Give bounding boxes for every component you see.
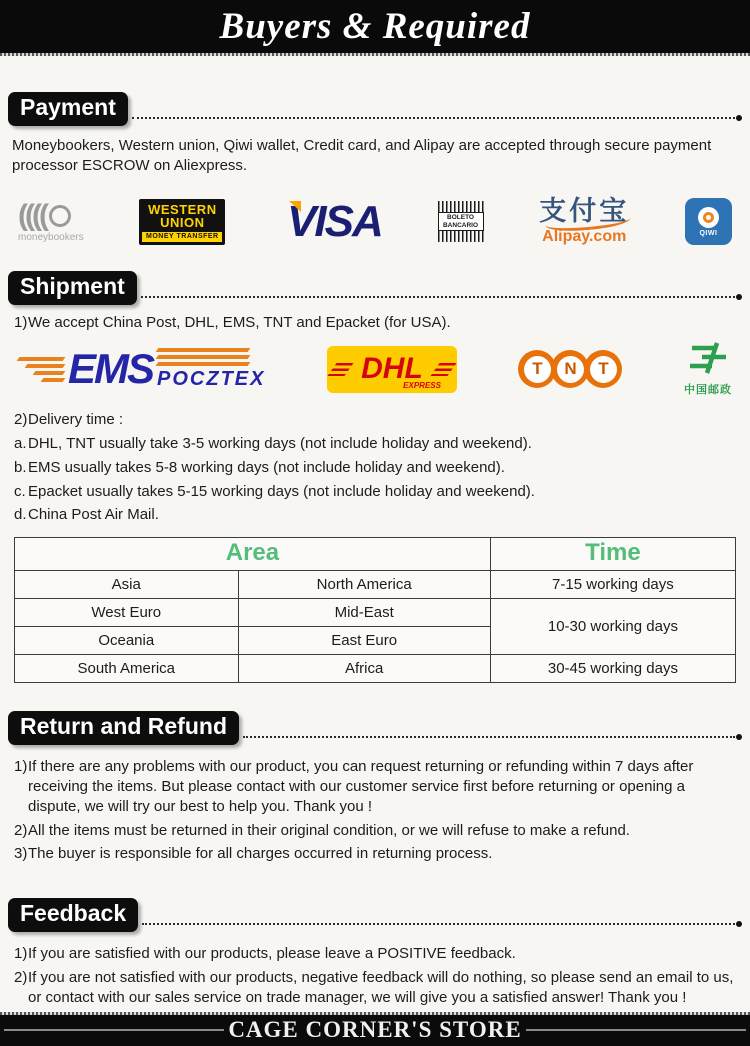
table-cell: Mid-East xyxy=(238,599,490,627)
table-cell-merged: 10-30 working days xyxy=(490,599,735,655)
page-title: Buyers & Required xyxy=(219,6,531,47)
boleto-logo xyxy=(438,201,484,242)
list-number: 2) xyxy=(14,821,28,839)
list-text: Epacket usually takes 5-15 working days (not include holiday and weekend). xyxy=(28,482,535,500)
table-header-area: Area xyxy=(15,538,491,571)
boleto-line1: BOLETO xyxy=(447,214,474,222)
table-row xyxy=(15,599,736,627)
western-union-line1: WESTERN xyxy=(148,201,217,217)
qiwi-circle-icon xyxy=(698,207,719,228)
list-letter: c. xyxy=(14,482,26,500)
moneybookers-logo xyxy=(18,198,84,243)
divider-end-dot xyxy=(736,734,742,740)
tnt-letter: N xyxy=(557,356,584,383)
feedback-section-head xyxy=(8,898,742,932)
dhl-express-label: EXPRESS xyxy=(403,380,441,390)
western-union-name xyxy=(142,203,222,229)
tnt-letter: T xyxy=(524,356,551,383)
table-cell: South America xyxy=(15,655,239,683)
dhl-logo xyxy=(327,346,457,393)
boleto-line2: BANCARIO xyxy=(442,221,479,229)
boleto-barcode-icon xyxy=(438,201,484,212)
list-number: 1) xyxy=(14,313,28,331)
footer-rule-left xyxy=(4,1029,224,1031)
table-header-row xyxy=(15,538,736,571)
store-name: CAGE CORNER'S STORE xyxy=(228,1017,522,1043)
divider-end-dot xyxy=(736,921,742,927)
footer-bar xyxy=(0,1015,750,1046)
list-item xyxy=(0,968,750,1008)
pocztex-wordmark: POCZTEX xyxy=(157,367,266,390)
payment-section-head xyxy=(8,92,742,126)
list-text: China Post Air Mail. xyxy=(28,506,159,524)
list-letter: b. xyxy=(14,458,27,476)
china-post-logo xyxy=(684,341,732,397)
shipment-section-head xyxy=(8,271,742,305)
western-union-strip: MONEY TRANSFER xyxy=(142,232,222,242)
payment-description: Moneybookers, Western union, Qiwi wallet, Credit card, and Alipay are accepted through secure payment processor ESCROW on Aliexpress. xyxy=(12,137,712,175)
western-union-line2: UNION xyxy=(160,214,205,230)
moneybookers-ring-icon xyxy=(49,205,71,227)
list-letter: d. xyxy=(14,506,27,524)
table-cell: 30-45 working days xyxy=(490,655,735,683)
return-refund-section-head xyxy=(8,711,742,745)
table-header-time: Time xyxy=(490,538,735,571)
list-text: All the items must be returned in their original condition, or we will refuse to make a refund. xyxy=(28,821,630,839)
qiwi-logo xyxy=(685,198,732,245)
list-text: If you are not satisfied with our products, negative feedback will do nothing, so please send an email to us, or contact with our sales service on trade manager, we will give you a satisfied answer! Thank you ! xyxy=(28,969,734,1006)
divider-end-dot xyxy=(736,294,742,300)
tnt-circle-icon xyxy=(584,350,622,388)
tnt-logo xyxy=(518,350,622,388)
list-item xyxy=(0,844,750,864)
list-text: The buyer is responsible for all charges occurred in returning process. xyxy=(28,845,493,863)
ems-right-block xyxy=(157,348,265,391)
table-cell: West Euro xyxy=(15,599,239,627)
shipment-logo-row xyxy=(0,338,750,400)
delivery-time-table xyxy=(14,537,736,683)
alipay-chinese-text: 支付宝 xyxy=(539,196,630,227)
ems-stripes-icon xyxy=(157,348,265,366)
list-number: 1) xyxy=(14,945,28,963)
ems-chevron-icon xyxy=(18,357,64,382)
shipment-carriers-note xyxy=(0,313,750,333)
list-letter: a. xyxy=(14,435,27,453)
payment-heading: Payment xyxy=(8,92,128,126)
list-item xyxy=(0,757,750,816)
feedback-heading: Feedback xyxy=(8,898,138,932)
table-row xyxy=(15,571,736,599)
list-item xyxy=(0,434,750,454)
table-cell: Africa xyxy=(238,655,490,683)
dotted-divider xyxy=(243,736,735,738)
moneybookers-label: moneybookers xyxy=(18,231,84,243)
western-union-logo xyxy=(139,199,225,245)
shipment-section xyxy=(0,271,750,684)
boleto-label xyxy=(438,212,484,231)
list-item xyxy=(0,458,750,478)
china-post-label: 中国邮政 xyxy=(683,384,732,397)
list-text: If you are satisfied with our products, please leave a POSITIVE feedback. xyxy=(28,945,516,963)
divider-end-dot xyxy=(736,115,742,121)
alipay-logo xyxy=(539,197,629,246)
list-number: 3) xyxy=(14,845,28,863)
list-text: EMS usually takes 5-8 working days (not include holiday and weekend). xyxy=(28,458,505,476)
header-bar xyxy=(0,0,750,53)
feedback-section xyxy=(0,898,750,1011)
list-item xyxy=(0,505,750,525)
dotted-divider xyxy=(142,923,735,925)
list-item xyxy=(0,482,750,502)
list-number: 2) xyxy=(14,969,28,987)
table-cell: North America xyxy=(238,571,490,599)
dotted-divider xyxy=(141,296,735,298)
list-text: We accept China Post, DHL, EMS, TNT and Epacket (for USA). xyxy=(28,313,451,331)
shipment-heading: Shipment xyxy=(8,271,137,305)
payment-logo-row xyxy=(0,191,750,253)
list-number: 2) xyxy=(14,411,28,429)
feedback-list xyxy=(0,944,750,1007)
tnt-letter: T xyxy=(590,356,617,383)
return-refund-heading: Return and Refund xyxy=(8,711,239,745)
return-refund-section xyxy=(0,711,750,868)
boleto-barcode-icon xyxy=(438,231,484,242)
visa-logo: VISA xyxy=(281,200,382,244)
list-text: If there are any problems with our product, you can request returning or refunding within 7 days after receiving the items. But please contact with our customer service first before returning or opening a dispute, we will try our best to help you. Thank you ! xyxy=(28,758,694,815)
payment-section xyxy=(0,92,750,253)
ems-pocztex-logo xyxy=(18,345,266,393)
header-edge-texture xyxy=(0,53,750,56)
qiwi-label: QIWI xyxy=(699,229,718,237)
qiwi-q-icon xyxy=(703,212,714,223)
return-refund-list xyxy=(0,757,750,864)
list-item xyxy=(0,313,750,333)
delivery-time-list xyxy=(0,410,750,525)
table-cell: 7-15 working days xyxy=(490,571,735,599)
dotted-divider xyxy=(132,117,735,119)
table-cell: East Euro xyxy=(238,627,490,655)
table-row xyxy=(15,655,736,683)
alipay-domain-text: Alipay.com xyxy=(542,227,627,245)
footer-rule-right xyxy=(526,1029,746,1031)
dhl-wordmark: DHL xyxy=(361,352,423,386)
moneybookers-arcs-icon: (((( xyxy=(18,201,84,231)
table-cell: Asia xyxy=(15,571,239,599)
list-text: Delivery time : xyxy=(28,411,124,429)
list-number: 1) xyxy=(14,758,28,776)
china-post-emblem-icon xyxy=(686,341,730,375)
list-item xyxy=(0,410,750,430)
list-item xyxy=(0,821,750,841)
list-item xyxy=(0,944,750,964)
table-cell: Oceania xyxy=(15,627,239,655)
ems-wordmark: EMS xyxy=(68,345,154,393)
list-text: DHL, TNT usually take 3-5 working days (not include holiday and weekend). xyxy=(28,435,532,453)
